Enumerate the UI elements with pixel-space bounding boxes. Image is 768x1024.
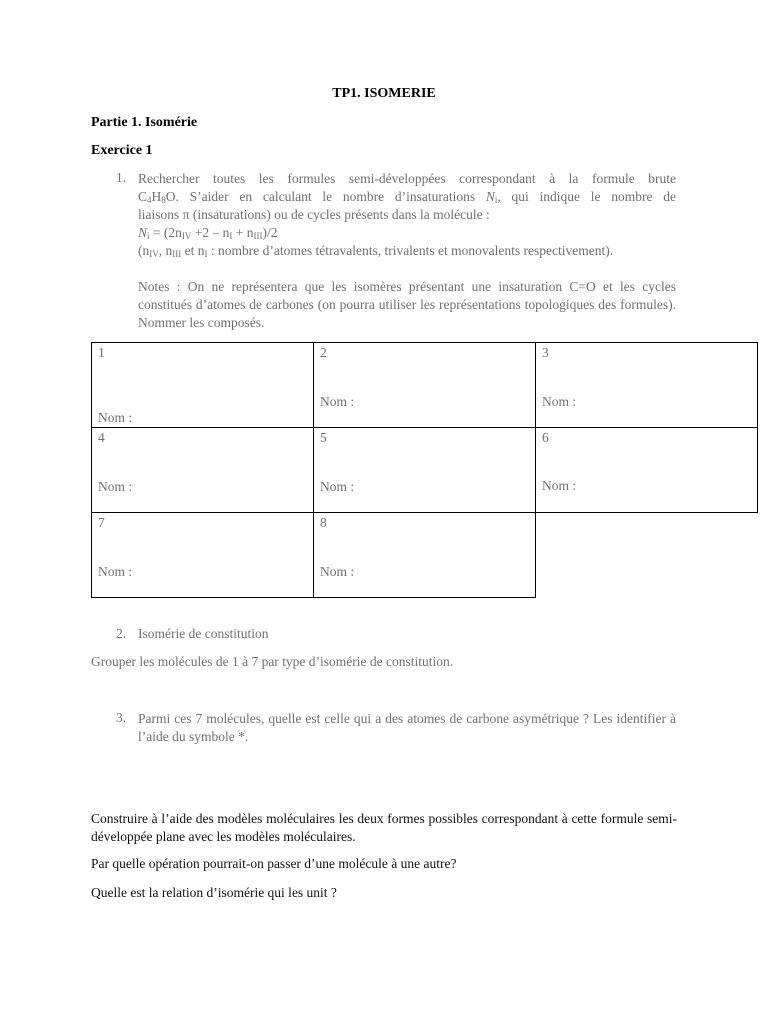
empty-cell (536, 513, 758, 598)
q1-number: 1. (116, 170, 127, 185)
cell-nom-label: Nom : (98, 564, 133, 579)
answer-cell-5[interactable] (314, 428, 536, 513)
cell-nom-label: Nom : (320, 394, 355, 409)
exercise-heading: Exercice 1 (91, 143, 153, 158)
cell-nom-label: Nom : (98, 410, 133, 425)
part-heading: Partie 1. Isomérie (91, 115, 198, 130)
answer-grid (91, 342, 758, 598)
cell-number: 7 (98, 515, 105, 530)
answer-cell-8[interactable] (314, 513, 536, 598)
cell-nom-label: Nom : (542, 478, 577, 493)
cell-nom-label: Nom : (320, 564, 355, 579)
q2-instruction: Grouper les molécules de 1 à 7 par type d’isomérie de constitution. (91, 654, 454, 669)
cell-number: 1 (98, 345, 105, 360)
cell-number: 5 (320, 430, 327, 445)
answer-cell-6[interactable] (536, 428, 758, 513)
cell-number: 3 (542, 345, 549, 360)
cell-nom-label: Nom : (320, 479, 355, 494)
q1-line-1: Rechercher toutes les formules semi-développées correspondant à la formule brute (138, 171, 676, 186)
page-title: TP1. ISOMERIE (332, 86, 436, 101)
cell-nom-label: Nom : (98, 479, 133, 494)
q1-formula: $N_i = (2n_{IV} +2 - n_I + n_{III})/2$ (138, 225, 278, 241)
q1-line-3: liaisons π (insaturations) ou de cycles présents dans la molécule : (138, 207, 490, 222)
answer-cell-2[interactable] (314, 343, 536, 428)
q2-number: 2. (116, 626, 127, 641)
answer-cell-3[interactable] (536, 343, 758, 428)
final-paragraph-3: Quelle est la relation d’isomérie qui les unit ? (91, 885, 337, 900)
cell-number: 6 (542, 430, 549, 445)
q1-text (138, 170, 676, 332)
answer-cell-1[interactable] (92, 343, 314, 428)
q1-notes: Notes : On ne représentera que les isomères présentant une insaturation C=O et les cycles constitués d’atomes de carbones (on pourra utiliser les représentations topologiques des formules). Nommer les composés. (138, 279, 676, 330)
cell-number: 8 (320, 515, 327, 530)
cell-nom-label: Nom : (542, 394, 577, 409)
q1-line-2: $C_4H_8O$. S’aider en calculant le nombre d’insaturations $N_i$, qui indique le nombre de (138, 189, 676, 205)
cell-number: 2 (320, 345, 327, 360)
cell-number: 4 (98, 430, 105, 445)
q2-text: Isomérie de constitution (138, 626, 269, 641)
final-paragraph-1: Construire à l’aide des modèles moléculaires les deux formes possibles correspondant à cette formule semi-développée plane avec les modèles moléculaires. (91, 811, 677, 844)
answer-cell-4[interactable] (92, 428, 314, 513)
q3-text: Parmi ces 7 molécules, quelle est celle qui a des atomes de carbone asymétrique ? Les identifier à l’aide du symbole *. (138, 711, 676, 744)
q3-number: 3. (116, 710, 127, 725)
final-paragraph-2: Par quelle opération pourrait-on passer d’une molécule à une autre? (91, 856, 457, 871)
q1-legend: ($n_{IV}$, $n_{III}$ et $n_I$ : nombre d’atomes tétravalents, trivalents et monovalents respectivement). (138, 243, 614, 259)
answer-cell-7[interactable] (92, 513, 314, 598)
